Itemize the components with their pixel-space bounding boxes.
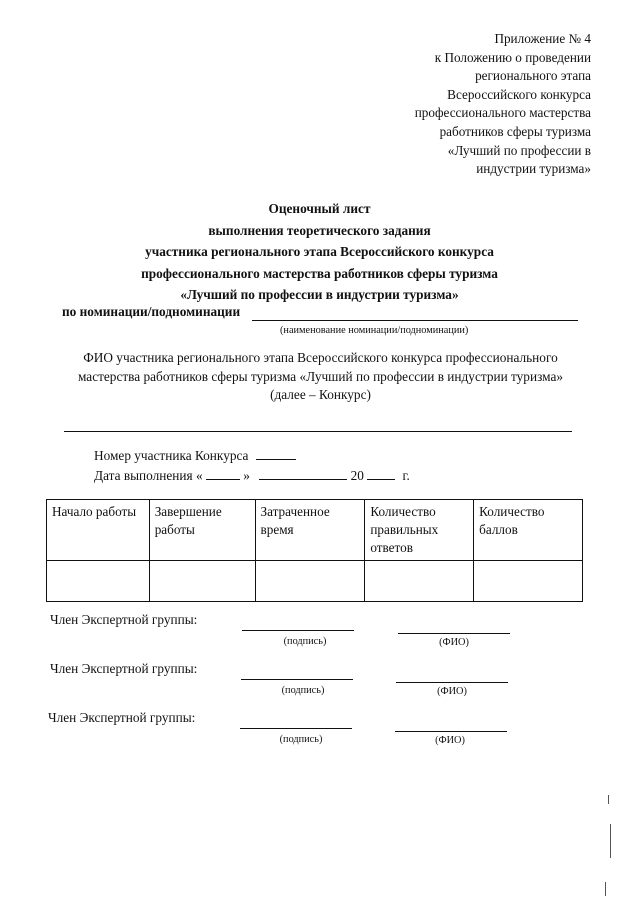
signature-caption: (подпись): [281, 685, 325, 696]
score-table: [46, 499, 583, 602]
cell-end-time[interactable]: [149, 561, 255, 602]
appendix-line: профессионального мастерства: [414, 105, 591, 121]
title-line: «Лучший по профессии в индустрии туризма»: [180, 287, 459, 302]
document-title: [0, 198, 639, 306]
table-row: [47, 561, 583, 602]
participant-number-field[interactable]: [256, 447, 296, 460]
expert-label: Член Экспертной группы:: [50, 612, 198, 627]
scan-edge-mark: [608, 795, 609, 804]
header-end-time: Завершение работы: [149, 500, 255, 561]
participant-line: ФИО участника регионального этапа Всероссийского конкурса профессионального: [83, 350, 558, 365]
date-year-prefix: 20: [350, 468, 364, 483]
appendix-line: работников сферы туризма: [439, 123, 591, 139]
title-line: профессионального мастерства работников сферы туризма: [141, 265, 498, 281]
participant-line: мастерства работников сферы туризма «Лучший по профессии в индустрии туризма»: [77, 368, 564, 384]
signature-caption: (подпись): [283, 636, 327, 647]
appendix-line: Всероссийского конкурса: [447, 86, 591, 102]
appendix-header: [331, 30, 591, 179]
signature-caption: (подпись): [279, 734, 323, 745]
appendix-line: регионального этапа: [475, 68, 591, 84]
name-caption: (ФИО): [435, 735, 465, 746]
expert-label: Член Экспертной группы:: [48, 710, 196, 725]
appendix-line: «Лучший по профессии в: [447, 142, 591, 158]
date-quote-close: »: [243, 468, 250, 483]
expert-name-field[interactable]: [396, 682, 508, 683]
expert-name-field[interactable]: [398, 633, 510, 634]
scan-edge-mark: [610, 824, 611, 858]
expert-label: Член Экспертной группы:: [50, 661, 198, 676]
participant-line: (далее – Конкурс): [270, 387, 371, 402]
cell-start-time[interactable]: [47, 561, 150, 602]
date-year-suffix: г.: [402, 468, 410, 483]
nomination-caption: (наименование номинации/подноминации): [280, 325, 469, 336]
expert-signature-field[interactable]: [242, 630, 354, 631]
header-time-spent: Затраченное время: [255, 500, 365, 561]
cell-time-spent[interactable]: [255, 561, 365, 602]
expert-signature-field[interactable]: [240, 728, 352, 729]
table-header-row: [47, 500, 583, 561]
title-line: выполнения теоретического задания: [208, 222, 431, 238]
name-caption: (ФИО): [439, 637, 469, 648]
header-correct-answers: Количество правильных ответов: [365, 500, 474, 561]
title-line: участника регионального этапа Всероссийского конкурса: [145, 244, 494, 259]
participant-fio-label: [48, 349, 593, 405]
participant-number-label: Номер участника Конкурса: [94, 448, 249, 463]
date-month-field[interactable]: [259, 467, 347, 480]
title-line: Оценочный лист: [268, 201, 371, 216]
appendix-line: к Положению о проведении: [434, 49, 591, 65]
cell-points[interactable]: [474, 561, 583, 602]
expert-signature-field[interactable]: [241, 679, 353, 680]
date-year-field[interactable]: [367, 467, 395, 480]
header-start-time: Начало работы: [47, 500, 150, 561]
date-day-field[interactable]: [206, 467, 240, 480]
participant-number-row: [94, 447, 296, 464]
expert-name-field[interactable]: [395, 731, 507, 732]
header-points: Количество баллов: [474, 500, 583, 561]
cell-correct-answers[interactable]: [365, 561, 474, 602]
appendix-line: индустрии туризма»: [476, 161, 591, 177]
date-label: Дата выполнения «: [94, 468, 203, 483]
appendix-line: Приложение № 4: [494, 31, 591, 46]
participant-fio-field[interactable]: [64, 431, 572, 432]
nomination-label: по номинации/подноминации: [62, 304, 241, 319]
nomination-field[interactable]: [252, 320, 578, 321]
date-row: [94, 467, 410, 484]
scan-edge-mark: [605, 882, 606, 896]
name-caption: (ФИО): [437, 686, 467, 697]
